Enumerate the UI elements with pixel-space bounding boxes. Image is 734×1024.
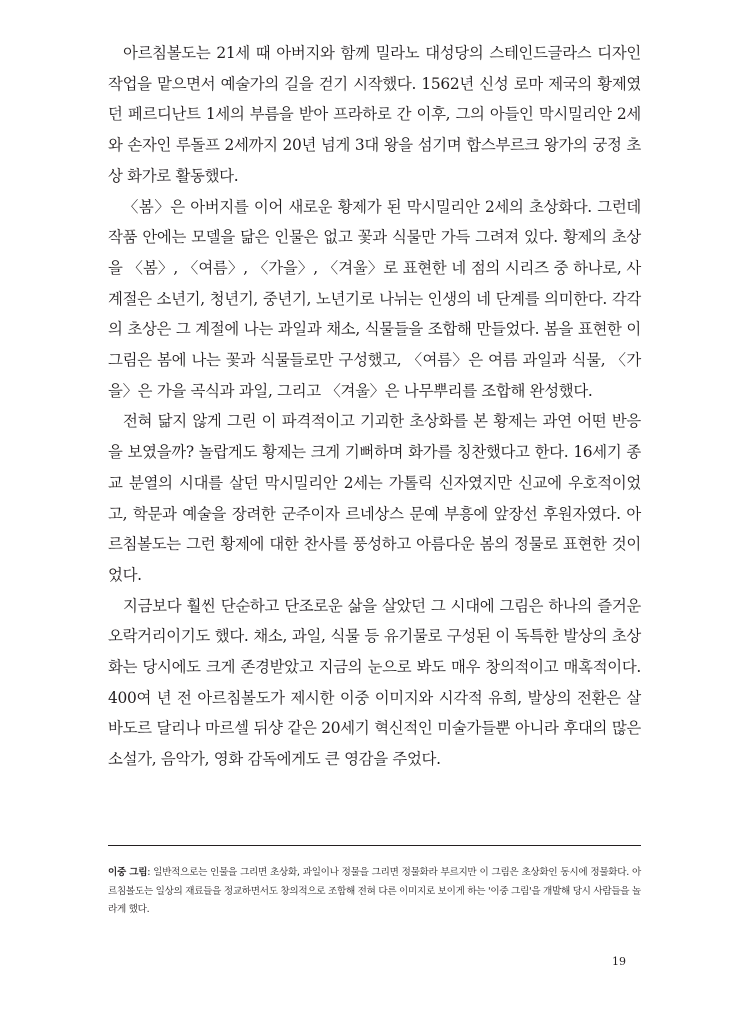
footnote-text: 일반적으로는 인물을 그리면 초상화, 과일이나 정물을 그리면 정물화라 부르지만 이 그림은 초상화인 동시에 정물화다. 아르침볼도는 일상의 재료들을 정교하면서도 창의적으로 조합해 전혀 다른 이미지로 보이게 하는 '이중 그림'을 개발해 당시 사람들을 놀라게 했다. <box>108 867 641 915</box>
paragraph-1: 아르침볼도는 21세 때 아버지와 함께 밀라노 대성당의 스테인드글라스 디자인 작업을 맡으면서 예술가의 길을 걷기 시작했다. 1562년 신성 로마 제국의 황제였던 페르디난트 1세의 부름을 받아 프라하로 간 이후, 그의 아들인 막시밀리안 2세와 손자인 루돌프 2세까지 20년 넘게 3대 왕을 섬기며 합스부르크 왕가의 궁정 초상 화가로 활동했다. <box>108 44 641 185</box>
page-number: 19 <box>612 955 626 968</box>
footnote-divider <box>108 845 641 846</box>
footnote <box>108 864 641 920</box>
paragraph-3: 전혀 닮지 않게 그린 이 파격적이고 기괴한 초상화를 본 황제는 과연 어떤 반응을 보였을까? 놀랍게도 황제는 크게 기뻐하며 화가를 칭찬했다고 한다. 16세기 종교 분열의 시대를 살던 막시밀리안 2세는 가톨릭 신자였지만 신교에 우호적이었고, 학문과 예술을 장려한 군주이자 르네상스 문예 부흥에 앞장선 후원자였다. 아르침볼도는 그런 황제에 대한 찬사를 풍성하고 아름다운 봄의 정물로 표현한 것이었다. <box>108 412 641 584</box>
footnote-term: 이중 그림 <box>108 867 148 878</box>
paragraph-4: 지금보다 훨씬 단순하고 단조로운 삶을 살았던 그 시대에 그림은 하나의 즐거운 오락거리이기도 했다. 채소, 과일, 식물 등 유기물로 구성된 이 독특한 발상의 초상화는 당시에도 크게 존경받았고 지금의 눈으로 봐도 매우 창의적이고 매혹적이다. 400여 년 전 아르침볼도가 제시한 이중 이미지와 시각적 유희, 발상의 전환은 살바도르 달리나 마르셀 뒤샹 같은 20세기 혁신적인 미술가들뿐 아니라 후대의 많은 소설가, 음악가, 영화 감독에게도 큰 영감을 주었다. <box>108 596 641 769</box>
body-text <box>108 38 641 775</box>
paragraph-2: 〈봄〉은 아버지를 이어 새로운 황제가 된 막시밀리안 2세의 초상화다. 그런데 작품 안에는 모델을 닮은 인물은 없고 꽃과 식물만 가득 그려져 있다. 황제의 초상을 〈봄〉, 〈여름〉, 〈가을〉, 〈겨울〉로 표현한 네 점의 시리즈 중 하나로, 사계절은 소년기, 청년기, 중년기, 노년기로 나뉘는 인생의 네 단계를 의미한다. 각각의 초상은 그 계절에 나는 과일과 채소, 식물들을 조합해 만들었다. 봄을 표현한 이 그림은 봄에 나는 꽃과 식물들로만 구성했고, 〈여름〉은 여름 과일과 식물, 〈가을〉은 가을 곡식과 과일, 그리고 〈겨울〉은 나무뿌리를 조합해 완성했다. <box>108 197 641 400</box>
footnote-separator: : <box>147 867 154 878</box>
